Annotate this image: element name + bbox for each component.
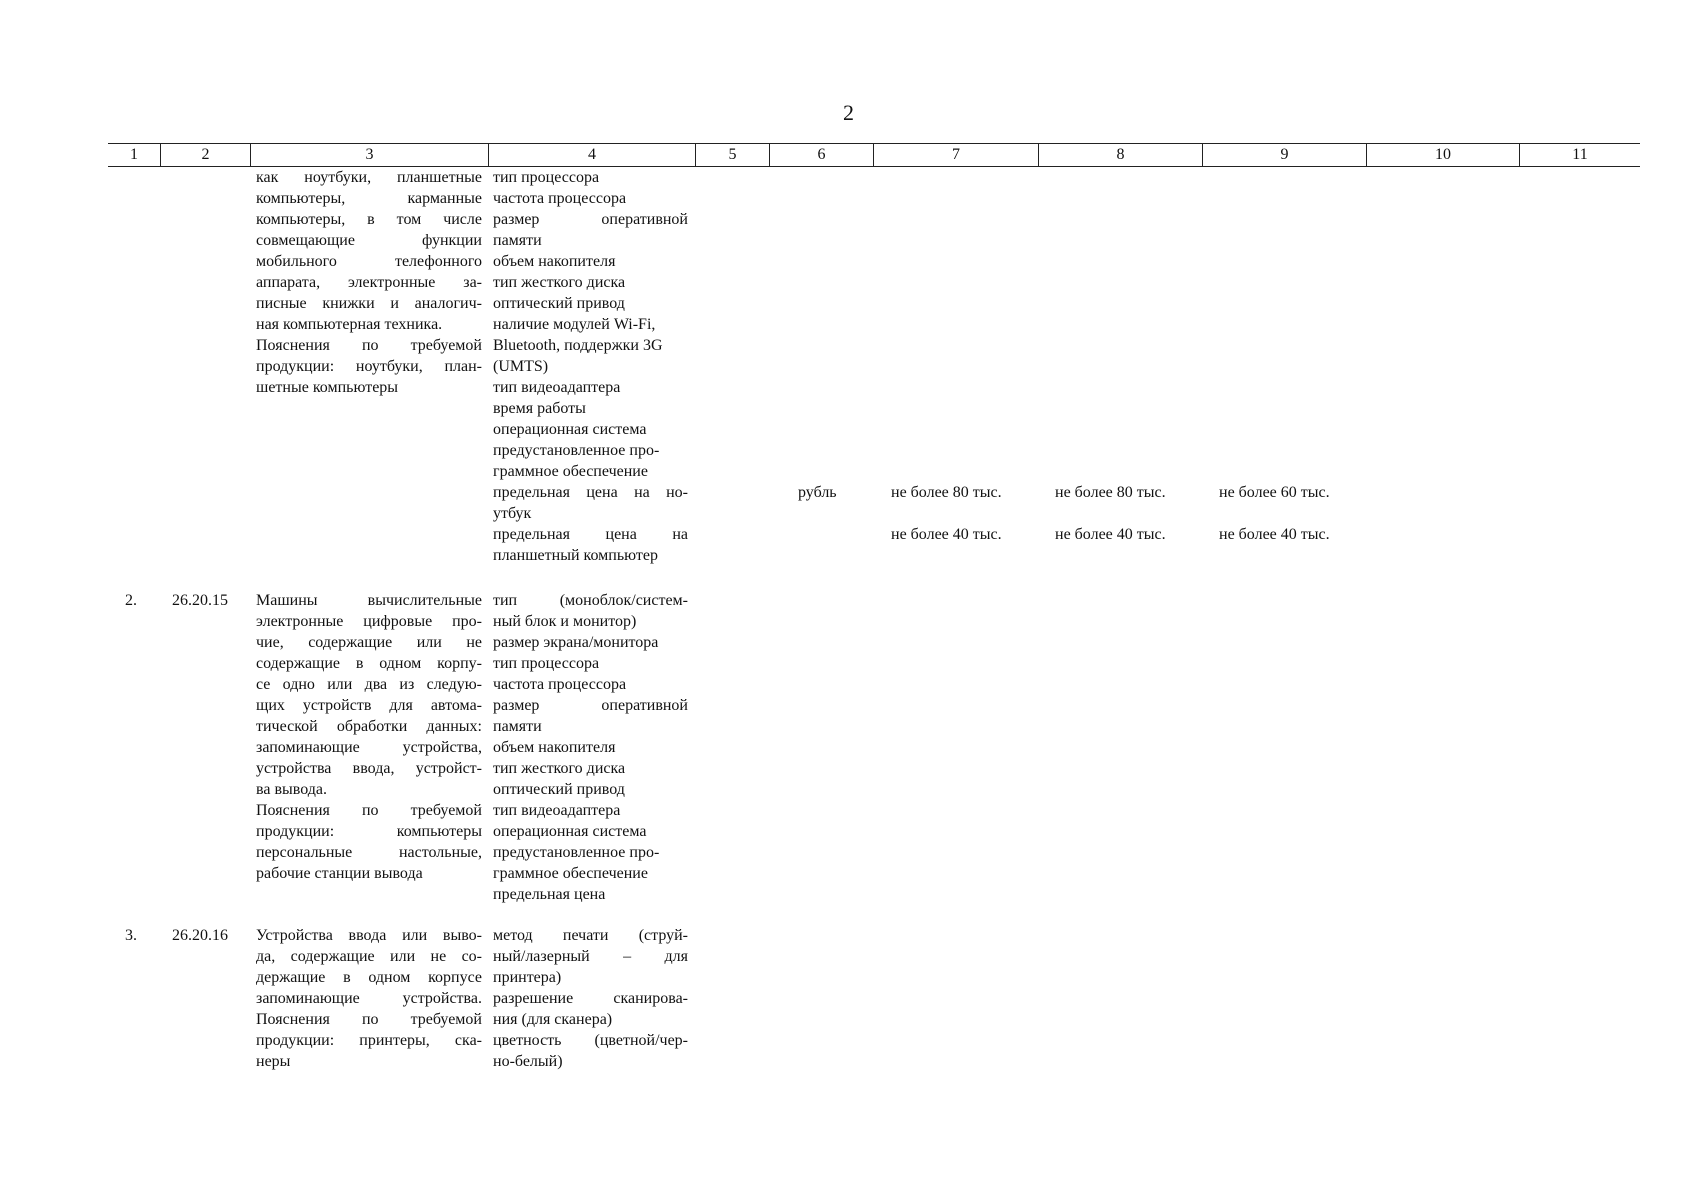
row2-desc-line: чие, содержащие или не	[256, 634, 482, 651]
header-col-10: 10	[1366, 144, 1519, 166]
row2-desc-line: рабочие станции вывода	[256, 865, 423, 882]
row2-desc-line: се одно или два из следую-	[256, 676, 482, 693]
row1-char-line: предустановленное про-	[493, 442, 660, 459]
row1-price-tablet-col8: не более 40 тыс.	[1055, 526, 1166, 543]
row2-desc-line: устройства ввода, устройст-	[256, 760, 482, 777]
row2-desc-line: Машины вычислительные	[256, 592, 482, 609]
page-number: 2	[843, 100, 854, 125]
row2-char-line: частота процессора	[493, 676, 627, 693]
row2-description	[256, 590, 482, 884]
row3-desc-line: да, содержащие или не со-	[256, 948, 482, 965]
row2-char-line: размер экрана/монитора	[493, 634, 659, 651]
row1-char-line: утбук	[493, 505, 532, 522]
row3-char-line: ный/лазерный – для	[493, 948, 688, 965]
header-col-3: 3	[250, 144, 488, 166]
row1-desc-line: Пояснения по требуемой	[256, 337, 482, 354]
row1-char-line: памяти	[493, 232, 542, 249]
row1-desc-line: ная компьютерная техника.	[256, 316, 443, 333]
row1-char-line: (UMTS)	[493, 358, 549, 375]
header-col-8: 8	[1038, 144, 1202, 166]
row1-desc-line: компьютеры, в том числе	[256, 211, 482, 228]
row2-desc-line: персональные настольные,	[256, 844, 482, 861]
row1-char-line: тип жесткого диска	[493, 274, 626, 291]
row3-code: 26.20.16	[172, 927, 228, 944]
row1-char-line: тип процессора	[493, 169, 600, 186]
row1-char-line: тип видеоадаптера	[493, 379, 621, 396]
row2-number: 2.	[125, 592, 137, 609]
header-col-1: 1	[130, 146, 138, 163]
row1-desc-line: аппарата, электронные за-	[256, 274, 482, 291]
row2-char-line: предустановленное про-	[493, 844, 660, 861]
row3-char-line: ния (для сканера)	[493, 1011, 613, 1028]
header-col-5: 5	[695, 144, 769, 166]
row2-char-line: оптический привод	[493, 781, 625, 798]
row3-desc-line: Пояснения по требуемой	[256, 1011, 482, 1028]
row1-description	[256, 167, 482, 398]
row3-desc-line: запоминающие устройства.	[256, 990, 482, 1007]
row2-char-line: граммное обеспечение	[493, 865, 648, 882]
row2-char-line: операционная система	[493, 823, 647, 840]
row2-desc-line: щих устройств для автома-	[256, 697, 482, 714]
row2-code: 26.20.15	[172, 592, 228, 609]
row2-char-line: тип процессора	[493, 655, 600, 672]
row3-desc-line: держащие в одном корпусе	[256, 969, 482, 986]
row1-char-line: предельная цена на но-	[493, 484, 688, 501]
row1-price-tablet-col9: не более 40 тыс.	[1219, 526, 1330, 543]
row1-unit: рубль	[798, 484, 837, 501]
row3-description	[256, 925, 482, 1072]
row1-characteristics	[493, 167, 688, 566]
header-col-11: 11	[1519, 144, 1640, 166]
row2-char-line: тип видеоадаптера	[493, 802, 621, 819]
row3-desc-line: продукции: принтеры, ска-	[256, 1032, 482, 1049]
header-col-7: 7	[873, 144, 1038, 166]
row1-desc-line: продукции: ноутбуки, план-	[256, 358, 482, 375]
row3-char-line: цветность (цветной/чер-	[493, 1032, 688, 1049]
row1-char-line: граммное обеспечение	[493, 463, 648, 480]
row1-char-line: размер оперативной	[493, 211, 688, 228]
row1-char-line: операционная система	[493, 421, 647, 438]
row1-char-line: частота процессора	[493, 190, 627, 207]
row1-price-notebook-col8: не более 80 тыс.	[1055, 484, 1166, 501]
header-col-9: 9	[1202, 144, 1366, 166]
row3-char-line: но-белый)	[493, 1053, 563, 1070]
row2-char-line: объем накопителя	[493, 739, 616, 756]
row1-char-line: Bluetooth, поддержки 3G	[493, 337, 663, 354]
row2-desc-line: Пояснения по требуемой	[256, 802, 482, 819]
row1-char-line: время работы	[493, 400, 586, 417]
row1-price-tablet-col7: не более 40 тыс.	[891, 526, 1002, 543]
header-col-4: 4	[488, 144, 695, 166]
row2-characteristics	[493, 590, 688, 905]
row2-char-line: тип жесткого диска	[493, 760, 626, 777]
row1-char-line: планшетный компьютер	[493, 547, 658, 564]
row3-number: 3.	[125, 927, 137, 944]
row3-char-line: метод печати (струй-	[493, 927, 688, 944]
row1-desc-line: мобильного телефонного	[256, 253, 482, 270]
row2-desc-line: тической обработки данных:	[256, 718, 482, 735]
header-col-2: 2	[160, 144, 250, 166]
row1-char-line: объем накопителя	[493, 253, 616, 270]
row1-price-notebook-col9: не более 60 тыс.	[1219, 484, 1330, 501]
row1-desc-line: как ноутбуки, планшетные	[256, 169, 482, 186]
header-col-6: 6	[769, 144, 873, 166]
row2-desc-line: запоминающие устройства,	[256, 739, 482, 756]
row1-desc-line: совмещающие функции	[256, 232, 482, 249]
row1-char-line: оптический привод	[493, 295, 625, 312]
row2-desc-line: продукции: компьютеры	[256, 823, 482, 840]
row1-char-line: наличие модулей Wi-Fi,	[493, 316, 656, 333]
row2-desc-line: электронные цифровые про-	[256, 613, 482, 630]
row2-char-line: тип (моноблок/систем-	[493, 592, 688, 609]
row2-char-line: ный блок и монитор)	[493, 613, 637, 630]
row3-char-line: принтера)	[493, 969, 562, 986]
row2-desc-line: содержащие в одном корпу-	[256, 655, 482, 672]
row3-desc-line: неры	[256, 1053, 291, 1070]
row3-characteristics	[493, 925, 688, 1072]
row3-desc-line: Устройства ввода или выво-	[256, 927, 482, 944]
table-header-row	[108, 143, 1640, 167]
row1-desc-line: компьютеры, карманные	[256, 190, 482, 207]
row1-char-line: предельная цена на	[493, 526, 688, 543]
row1-desc-line: шетные компьютеры	[256, 379, 399, 396]
row2-desc-line: ва вывода.	[256, 781, 327, 798]
row1-desc-line: писные книжки и аналогич-	[256, 295, 482, 312]
row2-char-line: размер оперативной	[493, 697, 688, 714]
row2-char-line: предельная цена	[493, 886, 606, 903]
row3-char-line: разрешение сканирова-	[493, 990, 688, 1007]
row2-char-line: памяти	[493, 718, 542, 735]
row1-price-notebook-col7: не более 80 тыс.	[891, 484, 1002, 501]
